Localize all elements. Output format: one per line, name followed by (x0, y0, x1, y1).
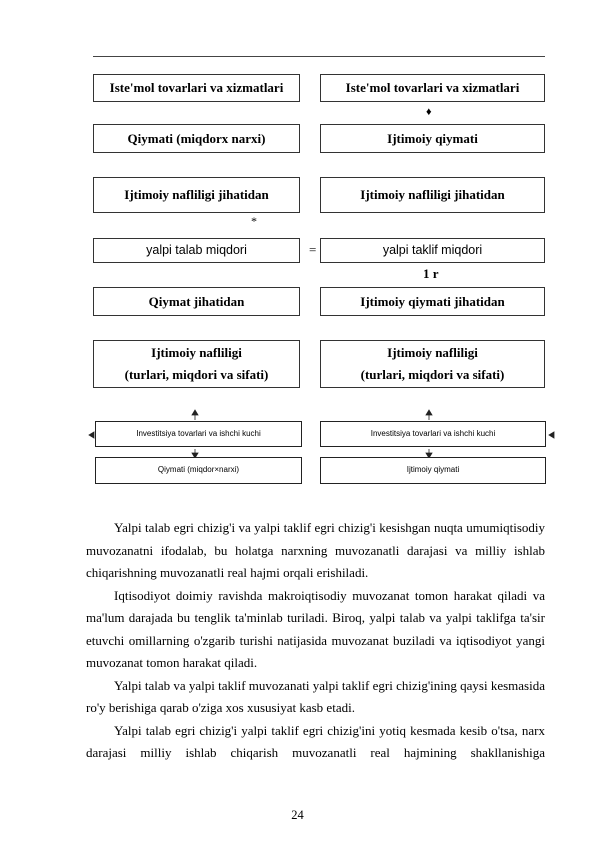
small-right-value-box (320, 457, 546, 484)
paragraph-2: Iqtisodiyot doimiy ravishda makroiqtisodiy muvozanat tomon harakat qiladi va ma'lum darajada bu tenglik ta'minlab turiladi. Biroq, yalpi talab va yalpi taklifga ta'sir etuvchi omillarning o'zgarib turishi natijasida muvozanat buziladi va iqtisodiyot yangi muvozanat tomon harakat qiladi. (86, 587, 545, 670)
right-consumer-goods-label: Iste'mol tovarlari va xizmatlari (345, 80, 520, 96)
right-up-arrow-head (426, 410, 432, 415)
left-consumer-goods-label: Iste'mol tovarlari va xizmatlari (109, 80, 284, 96)
left-utility-detail-line2: (turlari, miqdori va sifati) (124, 367, 269, 382)
aggregate-demand-label: yalpi talab miqdori (146, 243, 247, 258)
right-utility-label: Ijtimoiy nafliligi jihatidan (360, 187, 505, 203)
left-up-arrow-head (192, 410, 198, 415)
diamond-marker: ♦ (426, 106, 432, 118)
small-right-value-label: Ijtimoiy qiymati (406, 465, 460, 475)
asterisk-marker: * (251, 214, 257, 228)
right-social-value-label: Ijtimoiy qiymati (387, 130, 478, 146)
body-text (86, 517, 545, 765)
left-value-label: Qiymati (miqdorx narxi) (127, 130, 266, 146)
equals-sign: = (309, 242, 317, 257)
paragraph-4: Yalpi talab egri chizig'i yalpi taklif egri chizig'ini yotiq kesmada kesib o'tsa, narx darajasi milliy ishlab chiqarish muvozanatli real hajmining shakllanishiga (86, 722, 545, 760)
right-side-arrow-head (549, 432, 554, 438)
left-value-aspect-label: Qiymat jihatidan (148, 293, 245, 309)
paragraph-3: Yalpi talab va yalpi taklif muvozanati yalpi taklif egri chizig'ining qaysi kesmasida ro'y berishiga qarab o'ziga xos xususiyat kasb etadi. (86, 677, 545, 715)
left-utility-label: Ijtimoiy nafliligi jihatidan (124, 187, 269, 203)
left-side-arrow-head (89, 432, 94, 438)
small-left-value-label: Qiymati (miqdor×narxi) (157, 465, 240, 475)
right-social-value-aspect-label: Ijtimoiy qiymati jihatidan (360, 293, 505, 309)
page-number: 24 (291, 808, 304, 822)
marker-1r: 1 r (423, 266, 439, 281)
small-right-investment-box (320, 421, 546, 447)
left-utility-detail-line1: Ijtimoiy nafliligi (151, 345, 242, 361)
small-left-investment-box (95, 421, 302, 447)
small-right-investment-label: Investitsiya tovarlari va ishchi kuchi (370, 428, 496, 438)
paragraph-1: Yalpi talab egri chizig'i va yalpi taklif egri chizig'i kesishgan nuqta umumiqtisodiy muvozanatni ifodalab, bu holatga narxning muvozanatli darajasi va milliy ishlab chiqarishning muvozanatli real hajmi orqali erishiladi. (86, 520, 545, 580)
small-left-value-box (95, 457, 302, 484)
small-left-investment-label: Investitsiya tovarlari va ishchi kuchi (136, 428, 261, 438)
aggregate-supply-label: yalpi taklif miqdori (382, 243, 483, 258)
right-utility-detail-line1: Ijtimoiy nafliligi (387, 345, 478, 361)
right-utility-detail-line2: (turlari, miqdori va sifati) (360, 367, 505, 382)
